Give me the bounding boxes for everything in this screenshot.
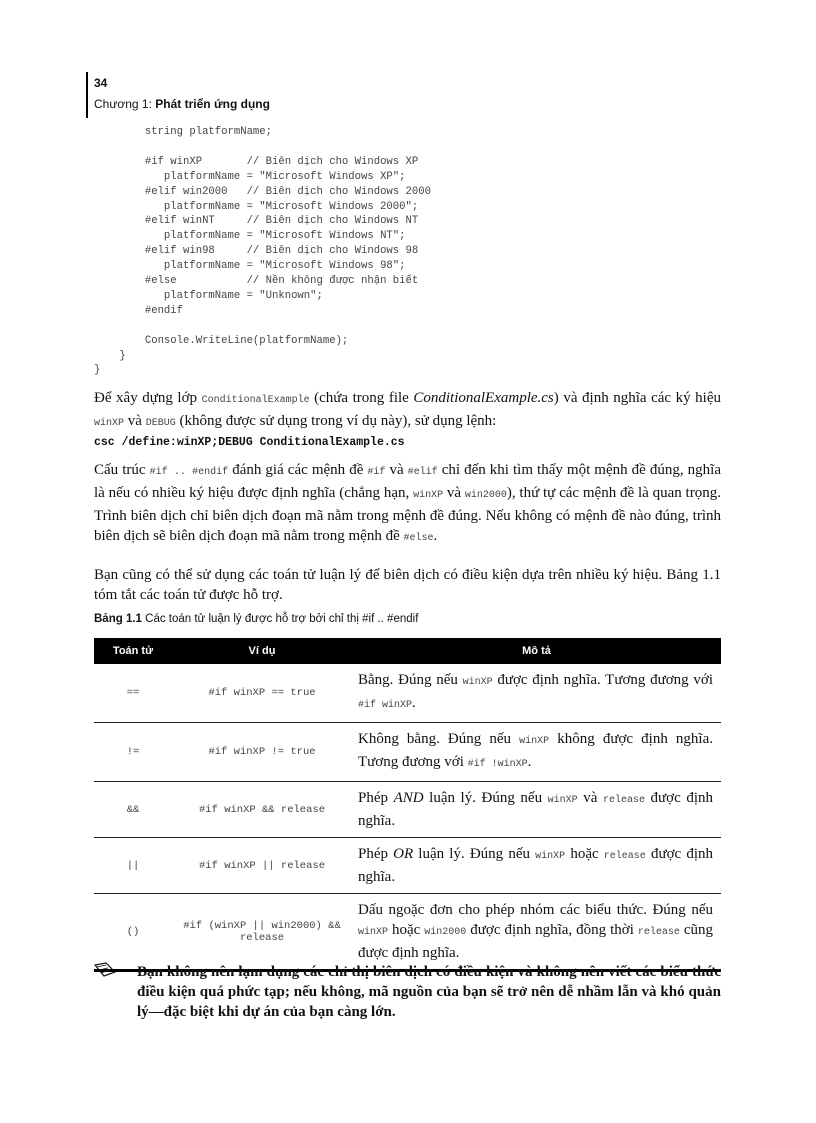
code-line: platformName = "Microsoft Windows 98";: [94, 260, 406, 273]
table-row: [94, 664, 721, 723]
table-row: [94, 723, 721, 782]
table-caption: [94, 613, 418, 625]
text: (không được sử dụng trong ví dụ này), sử dụng lệnh:: [175, 413, 497, 429]
chapter-prefix: Chương 1:: [94, 97, 156, 111]
example-cell: #if winXP && release: [172, 782, 352, 838]
file-name: ConditionalExample.cs: [413, 390, 554, 406]
text: được định nghĩa.: [358, 846, 714, 885]
inline-code: DEBUG: [145, 418, 176, 429]
inline-code: #if winXP: [358, 700, 413, 711]
inline-code: release: [637, 927, 680, 938]
text: .: [433, 528, 438, 544]
code-line: }: [94, 364, 101, 377]
inline-code: #elif: [407, 467, 438, 478]
description-cell: [352, 664, 721, 723]
code-line: #elif winNT // Biên dịch cho Windows NT: [94, 215, 419, 228]
inline-code: winXP: [413, 490, 444, 501]
paragraph-build-instructions: [94, 388, 721, 434]
table-row: [94, 894, 721, 971]
inline-code: win2000: [464, 490, 507, 501]
text: Cấu trúc: [94, 462, 150, 478]
text: cũng được định nghĩa.: [358, 922, 713, 961]
text: và: [577, 790, 603, 806]
paragraph-logical-operators: Bạn cũng có thể sử dụng các toán tử luận lý để biên dịch có điều kiện dựa trên nhiều ký hiệu. Bảng 1.1 tóm tắt các toán tử được hỗ trợ.: [94, 567, 721, 603]
inline-code: winXP: [535, 851, 566, 862]
inline-code: winXP: [94, 418, 125, 429]
code-line: platformName = "Microsoft Windows 2000";: [94, 200, 419, 213]
text: ) và định nghĩa các ký hiệu: [553, 390, 721, 406]
note-text: Bạn không nên lạm dụng các chỉ thị biên dịch có điều kiện và không nên viết các biểu thức điều kiện quá phức tạp; nếu không, mã nguồn của bạn sẽ trở nên dễ nhầm lẫn và khó quản lý—đặc biệt khi dự án của bạn càng lớn.: [137, 964, 721, 1020]
page-header: [86, 72, 270, 118]
text: Không bằng. Đúng nếu: [358, 731, 520, 747]
text: Dấu ngoặc đơn cho phép nhóm các biểu thức. Đúng nếu: [358, 902, 713, 918]
text: hoặc: [388, 922, 425, 938]
text: và: [124, 413, 146, 429]
text: Bằng. Đúng nếu: [358, 672, 463, 688]
paragraph-if-evaluation: [94, 460, 721, 549]
text: luận lý. Đúng nếu: [423, 790, 548, 806]
inline-code: release: [602, 795, 645, 806]
emphasis: AND: [393, 790, 424, 806]
code-line: Console.WriteLine(platformName);: [94, 334, 349, 347]
emphasis: OR: [393, 846, 414, 862]
table-row: [94, 838, 721, 894]
operator-cell: ||: [94, 838, 172, 894]
code-line: platformName = "Microsoft Windows XP";: [94, 170, 406, 183]
text: (chứa trong file: [309, 390, 414, 406]
text: .: [527, 754, 532, 770]
text: không được định nghĩa. Tương đương với: [358, 731, 713, 770]
code-line: string platformName;: [94, 126, 273, 138]
inline-code: winXP: [358, 927, 389, 938]
inline-code: #if !winXP: [467, 759, 528, 770]
text: đánh giá các mệnh đề: [228, 462, 368, 478]
text: ), thứ tự các mệnh đề là quan trọng. Trình biên dịch chỉ biên dịch đoạn mã nằm trong mệnh đề đúng. Nếu không có mệnh đề nào đúng, trình biên dịch sẽ biên dịch đoạn mã nằm trong mệnh đề: [94, 485, 721, 544]
chapter-heading: [94, 96, 270, 112]
inline-code: winXP: [547, 795, 578, 806]
code-line: #elif win2000 // Biên dịch cho Windows 2000: [94, 185, 431, 198]
code-line: #elif win98 // Biên dịch cho Windows 98: [94, 245, 419, 258]
text: hoặc: [565, 846, 604, 862]
pencil-note-icon: [94, 962, 116, 978]
code-line: #if winXP // Biên dịch cho Windows XP: [94, 155, 419, 168]
text: Để xây dựng lớp: [94, 390, 202, 406]
inline-code: #if: [367, 467, 386, 478]
inline-code: winXP: [462, 677, 493, 688]
table-caption-label: Bảng 1.1: [94, 613, 142, 625]
code-line: #else // Nền không được nhận biết: [94, 275, 419, 288]
text: được định nghĩa.: [358, 790, 714, 829]
example-cell: #if winXP || release: [172, 838, 352, 894]
compile-command: csc /define:winXP;DEBUG ConditionalExample.cs: [94, 436, 405, 449]
code-line: }: [94, 349, 126, 362]
code-line: #endif: [94, 304, 184, 317]
column-header-example: Ví dụ: [172, 638, 352, 664]
code-line: platformName = "Microsoft Windows NT";: [94, 230, 406, 243]
note-box: [94, 962, 721, 1022]
description-cell: [352, 894, 721, 971]
text: và: [385, 462, 408, 478]
operator-cell: &&: [94, 782, 172, 838]
operators-table: [94, 638, 721, 972]
inline-code: #else: [403, 533, 434, 544]
column-header-description: Mô tả: [352, 638, 721, 664]
inline-code: ConditionalExample: [201, 395, 310, 406]
example-cell: #if winXP == true: [172, 664, 352, 723]
operator-cell: ==: [94, 664, 172, 723]
code-line: platformName = "Unknown";: [94, 289, 323, 302]
example-cell: #if (winXP || win2000) && release: [172, 894, 352, 971]
table-row: [94, 782, 721, 838]
operator-cell: !=: [94, 723, 172, 782]
text: được định nghĩa. Tương đương với: [492, 672, 714, 688]
inline-code: win2000: [424, 927, 467, 938]
code-listing: [94, 125, 431, 378]
page-number: 34: [94, 76, 108, 90]
table-caption-text: Các toán tử luận lý được hỗ trợ bởi chỉ thị #if .. #endif: [141, 613, 419, 625]
description-cell: [352, 723, 721, 782]
chapter-title: Phát triển ứng dụng: [155, 97, 270, 111]
inline-code: #if .. #endif: [149, 467, 229, 478]
text: Phép: [358, 790, 394, 806]
description-cell: [352, 838, 721, 894]
table-header-row: [94, 638, 721, 664]
code-line: [94, 140, 431, 155]
text: .: [412, 695, 416, 711]
example-cell: #if winXP != true: [172, 723, 352, 782]
inline-code: release: [603, 851, 646, 862]
text: luận lý. Đúng nếu: [413, 846, 536, 862]
text: chỉ đến khi tìm thấy một mệnh đề đúng, nghĩa là nếu có nhiều ký hiệu được định nghĩa (chẳng hạn,: [94, 462, 721, 501]
text: được định nghĩa, đồng thời: [466, 922, 638, 938]
text: và: [443, 485, 465, 501]
inline-code: winXP: [519, 736, 550, 747]
text: Phép: [358, 846, 394, 862]
operator-cell: (): [94, 894, 172, 971]
column-header-operator: Toán tử: [94, 638, 172, 664]
code-line: [94, 319, 431, 334]
description-cell: [352, 782, 721, 838]
